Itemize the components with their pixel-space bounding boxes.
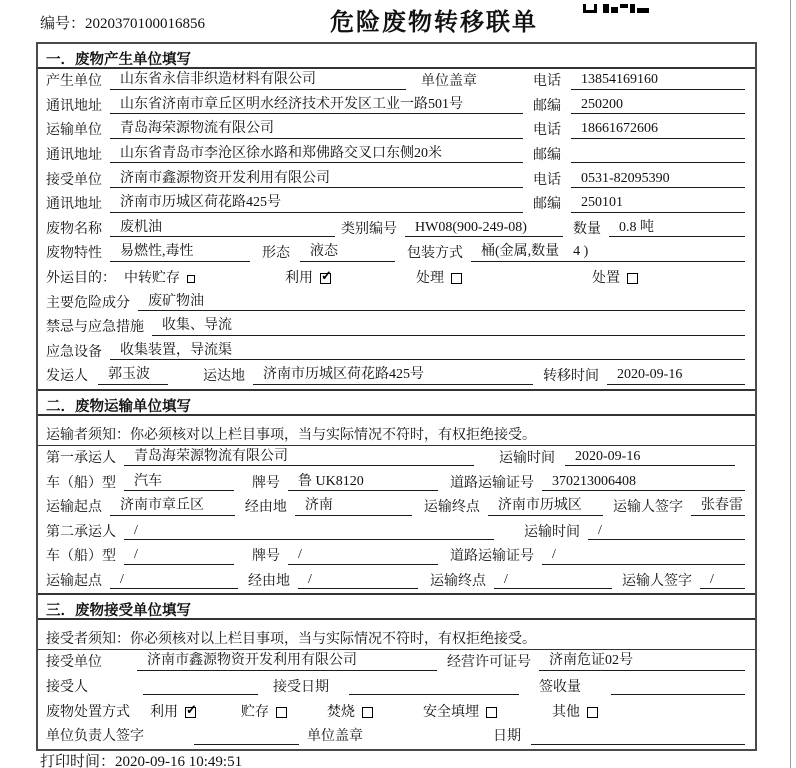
- emergency-equipment-value: 收集装置，导流渠: [110, 343, 745, 360]
- row-shipper: [38, 364, 755, 389]
- plate-number-label: 牌号: [252, 549, 280, 565]
- road-permit-value: 370213006408: [542, 474, 745, 491]
- producer-unit-label: 产生单位: [46, 74, 102, 90]
- section-2-title: 二．废物运输单位填写: [38, 391, 755, 416]
- row-disposal-method: [38, 699, 755, 724]
- transfer-form-table: [36, 42, 757, 751]
- row-producer-unit: [38, 69, 755, 94]
- print-time: [40, 750, 242, 768]
- carrier-signature-label: 运输人签字: [622, 573, 692, 589]
- disposal-method-label: 废物处置方式: [46, 704, 130, 720]
- row-waste-traits: [38, 241, 755, 266]
- section-3-title: 三．废物接受单位填写: [38, 595, 755, 620]
- purpose-treat-label: 处理: [416, 270, 444, 286]
- transport-time-value: 2020-09-16: [565, 449, 735, 466]
- section-receiver: [38, 593, 755, 748]
- receiver-person-label: 接受人: [46, 680, 88, 696]
- qr-code-fragment-icon: [583, 0, 651, 18]
- zip-value: [571, 148, 745, 163]
- phone-group: [533, 72, 745, 89]
- quantity-value: 0.8 吨: [609, 220, 745, 237]
- waste-traits-value: 易燃性,毒性: [110, 244, 250, 261]
- origin-value: 济南市章丘区: [110, 498, 235, 515]
- row-vehicle-type-1: [38, 470, 755, 495]
- via-value: 济南: [295, 498, 412, 515]
- zip-label: 邮编: [533, 98, 561, 114]
- row-receiving-unit: [38, 650, 755, 675]
- address-label: 通讯地址: [46, 197, 102, 213]
- section-producer: [38, 44, 755, 389]
- zip-value: 250101: [571, 195, 745, 212]
- license-number-label: 经营许可证号: [447, 655, 531, 671]
- carrier-signature-value: 张春雷: [691, 498, 745, 515]
- transporter-notice: [38, 416, 755, 446]
- first-carrier-label: 第一承运人: [46, 450, 116, 466]
- plate-number-label: 牌号: [252, 475, 280, 491]
- purpose-treat-checkbox: [451, 273, 462, 284]
- notice-label: 接受者须知：: [46, 632, 130, 648]
- road-permit-value: /: [542, 547, 745, 564]
- waste-name-value: 废机油: [110, 220, 335, 237]
- phone-group: [533, 171, 745, 188]
- print-time-value: 2020-09-16 10:49:51: [115, 754, 243, 768]
- disposal-landfill-checkbox: [486, 707, 497, 718]
- second-carrier-value: /: [124, 523, 494, 540]
- category-code-label: 类别编号: [341, 221, 397, 237]
- row-outbound-purpose: [38, 266, 755, 291]
- transport-unit-label: 运输单位: [46, 123, 102, 139]
- road-permit-label: 道路运输证号: [450, 475, 534, 491]
- quantity-label: 数量: [573, 221, 601, 237]
- endpoint-label: 运输终点: [423, 500, 480, 516]
- zip-group: [533, 195, 745, 212]
- transport-time-label: 运输时间: [524, 524, 580, 540]
- serial-value: 2020370100016856: [85, 16, 206, 32]
- origin-value: /: [110, 572, 238, 589]
- plate-number-value: 鲁 UK8120: [288, 474, 438, 491]
- transport-time-label: 运输时间: [499, 450, 555, 466]
- disposal-utilize-checkbox: [185, 707, 196, 718]
- disposal-other-checkbox: [587, 707, 598, 718]
- row-waste-name: [38, 217, 755, 242]
- emergency-equipment-label: 应急设备: [46, 344, 102, 360]
- date-value: [531, 730, 745, 745]
- packaging-label: 包装方式: [407, 246, 463, 262]
- section-transporter: [38, 389, 755, 594]
- address-value: 济南市历城区荷花路425号: [110, 195, 523, 212]
- row-vehicle-type-2: [38, 544, 755, 569]
- purpose-transfer-storage-label: 中转贮存: [124, 270, 180, 286]
- origin-label: 运输起点: [46, 500, 102, 516]
- phone-value: 18661672606: [571, 121, 745, 138]
- zip-label: 邮编: [533, 147, 561, 163]
- disposal-utilize-label: 利用: [150, 704, 178, 720]
- row-hazard-components: [38, 290, 755, 315]
- vehicle-type-label: 车（船）型: [46, 475, 116, 491]
- disposal-other-label: 其他: [552, 704, 580, 720]
- receiving-unit-label: 接受单位: [46, 655, 102, 671]
- endpoint-label: 运输终点: [430, 573, 486, 589]
- page-title: 危险废物转移联单: [330, 10, 538, 36]
- packaging-value: 桶(金属,数量 4 ): [471, 244, 745, 261]
- responsible-signature-label: 单位负责人签字: [46, 729, 144, 745]
- row-receiver-address: [38, 192, 755, 217]
- via-value: /: [298, 572, 418, 589]
- serial-label: 编号：: [40, 16, 86, 32]
- carrier-signature-label: 运输人签字: [613, 500, 683, 516]
- receiver-notice: [38, 620, 755, 650]
- category-code-value: HW08(900-249-08): [405, 220, 563, 237]
- zip-value: 250200: [571, 97, 745, 114]
- purpose-transfer-storage-checkbox: [187, 275, 195, 283]
- zip-group: [533, 97, 745, 114]
- row-first-carrier: [38, 446, 755, 471]
- emergency-measures-label: 禁忌与应急措施: [46, 320, 144, 336]
- transport-time-value: /: [588, 523, 745, 540]
- zip-label: 邮编: [533, 197, 561, 213]
- received-amount-value: [611, 680, 745, 695]
- phone-label: 电话: [533, 74, 561, 90]
- transport-unit-value: 青岛海荣源物流有限公司: [110, 121, 523, 138]
- receive-date-label: 接受日期: [273, 680, 329, 696]
- row-transport-unit: [38, 118, 755, 143]
- zip-group: [533, 148, 745, 163]
- waste-traits-label: 废物特性: [46, 246, 102, 262]
- disposal-storage-label: 贮存: [241, 704, 269, 720]
- phone-value: 0531-82095390: [571, 171, 745, 188]
- vehicle-type-value: 汽车: [124, 474, 234, 491]
- disposal-incinerate-label: 焚烧: [327, 704, 355, 720]
- endpoint-value: /: [494, 572, 612, 589]
- waste-name-label: 废物名称: [46, 221, 102, 237]
- shipper-value: 郭玉波: [98, 367, 168, 384]
- emergency-measures-value: 收集、导流: [152, 318, 745, 335]
- print-time-label: 打印时间：: [40, 754, 116, 768]
- destination-label: 运达地: [203, 369, 245, 385]
- row-responsible-signature: [38, 724, 755, 749]
- origin-label: 运输起点: [46, 573, 102, 589]
- row-emergency-measures: [38, 315, 755, 340]
- via-label: 经由地: [244, 500, 287, 516]
- destination-value: 济南市历城区荷花路425号: [253, 367, 533, 384]
- responsible-signature-value: [194, 730, 299, 745]
- form-state-value: 液态: [300, 244, 395, 261]
- received-amount-label: 签收量: [539, 680, 581, 696]
- row-transport-route-1: [38, 495, 755, 520]
- disposal-landfill-label: 安全填埋: [423, 704, 479, 720]
- via-label: 经由地: [248, 573, 290, 589]
- purpose-dispose-label: 处置: [592, 270, 620, 286]
- phone-value: 13854169160: [571, 72, 745, 89]
- unit-seal-label: 单位盖章: [421, 74, 477, 90]
- purpose-dispose-checkbox: [627, 273, 638, 284]
- transfer-time-label: 转移时间: [543, 369, 599, 385]
- row-producer-address: [38, 94, 755, 119]
- address-value: 山东省济南市章丘区明水经济技术开发区工业一路501号: [110, 97, 523, 114]
- purpose-utilize-label: 利用: [285, 270, 313, 286]
- notice-label: 运输者须知：: [46, 427, 130, 443]
- receiver-unit-label: 接受单位: [46, 172, 102, 188]
- row-receiver-unit: [38, 167, 755, 192]
- serial-number: [40, 12, 205, 33]
- address-label: 通讯地址: [46, 98, 102, 114]
- outbound-purpose-label: 外运目的：: [46, 270, 116, 286]
- receive-date-value: [349, 680, 519, 695]
- producer-unit-value: 山东省永信非织造材料有限公司: [110, 72, 406, 89]
- disposal-incinerate-checkbox: [362, 707, 373, 718]
- carrier-signature-value: /: [700, 572, 745, 589]
- vehicle-type-value: /: [124, 547, 234, 564]
- phone-label: 电话: [533, 123, 561, 139]
- receiving-unit-value: 济南市鑫源物资开发利用有限公司: [137, 653, 437, 670]
- form-state-label: 形态: [262, 246, 290, 262]
- license-number-value: 济南危证02号: [539, 653, 745, 670]
- receiver-person-value: [143, 680, 258, 695]
- row-transport-route-2: [38, 569, 755, 594]
- unit-seal-label: 单位盖章: [307, 729, 363, 745]
- phone-group: [533, 121, 745, 138]
- hazard-components-value: 废矿物油: [138, 294, 745, 311]
- section-1-title: 一．废物产生单位填写: [38, 44, 755, 69]
- row-emergency-equipment: [38, 340, 755, 365]
- vehicle-type-label: 车（船）型: [46, 549, 116, 565]
- phone-label: 电话: [533, 172, 561, 188]
- row-second-carrier: [38, 520, 755, 545]
- first-carrier-value: 青岛海荣源物流有限公司: [124, 449, 474, 466]
- endpoint-value: 济南市历城区: [488, 498, 603, 515]
- date-label: 日期: [493, 729, 521, 745]
- hazard-components-label: 主要危险成分: [46, 295, 130, 311]
- receiver-unit-value: 济南市鑫源物资开发利用有限公司: [110, 171, 523, 188]
- page-edge-divider: [790, 0, 791, 768]
- transfer-time-value: 2020-09-16: [607, 367, 745, 384]
- address-value: 山东省青岛市李沧区徐水路和郑佛路交叉口东侧20米: [110, 146, 523, 163]
- road-permit-label: 道路运输证号: [450, 549, 534, 565]
- notice-text: 你必须核对以上栏目事项，当与实际情况不符时，有权拒绝接受。: [130, 427, 536, 443]
- plate-number-value: /: [288, 547, 438, 564]
- purpose-utilize-checkbox: [320, 273, 331, 284]
- disposal-storage-checkbox: [276, 707, 287, 718]
- row-transport-address: [38, 143, 755, 168]
- second-carrier-label: 第二承运人: [46, 524, 116, 540]
- shipper-label: 发运人: [46, 369, 88, 385]
- address-label: 通讯地址: [46, 147, 102, 163]
- notice-text: 你必须核对以上栏目事项，当与实际情况不符时，有权拒绝接受。: [130, 632, 536, 648]
- row-receiver-person: [38, 675, 755, 700]
